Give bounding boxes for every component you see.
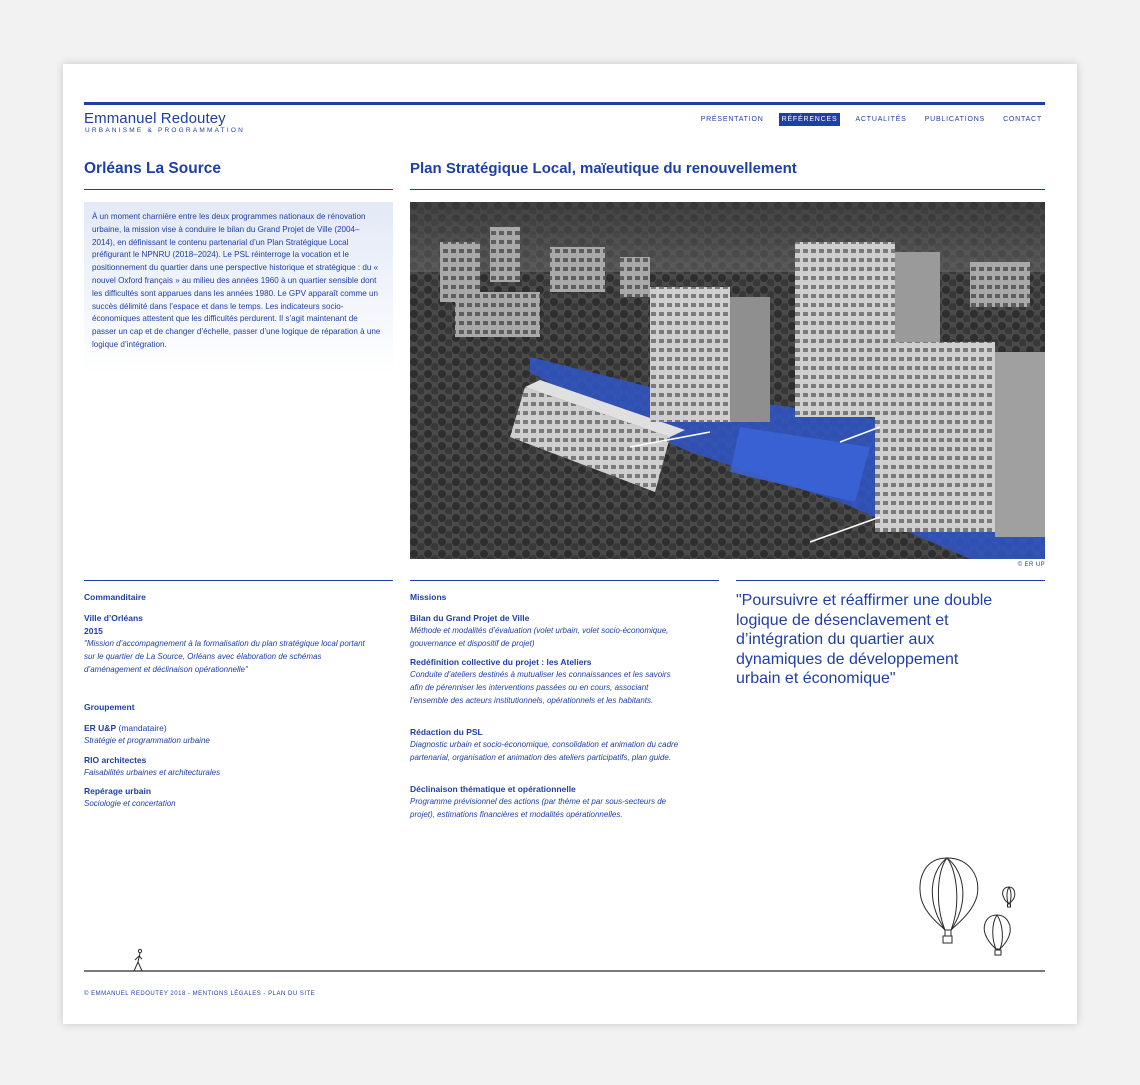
project-place: Orléans La Source — [84, 160, 221, 177]
mission-desc: Diagnostic urbain et socio-économique, consolidation et animation du cadre partenarial, organisation et animation des ateliers participatifs, plan guide. — [410, 740, 679, 762]
divider — [84, 189, 393, 190]
groupement-heading: Groupement — [84, 702, 135, 712]
photo-credit: © ER UP — [1017, 562, 1045, 568]
member-name: ER U&P — [84, 723, 117, 733]
project-year: 2015 — [84, 626, 103, 636]
footer — [84, 991, 315, 997]
divider — [410, 189, 1045, 190]
member-desc: Sociologie et concertation — [84, 799, 176, 808]
member-desc: Faisabilités urbaines et architecturales — [84, 768, 221, 777]
mission-title: Bilan du Grand Projet de Ville — [410, 613, 530, 623]
member-title — [84, 722, 167, 734]
commanditaire-heading: Commanditaire — [84, 592, 146, 602]
nav-actualites[interactable]: ACTUALITÉS — [855, 116, 907, 123]
brand-tagline: URBANISME & PROGRAMMATION — [85, 127, 245, 134]
footer-legal-link[interactable]: MENTIONS LÉGALES — [192, 991, 262, 997]
walking-figure-icon — [134, 949, 142, 971]
pull-quote: "Poursuivre et réaffirmer une double logique de désenclavement et d’intégration du quartier aux dynamiques de développement urbain et économique" — [736, 592, 993, 687]
project-title: Plan Stratégique Local, maïeutique du renouvellement — [410, 160, 797, 177]
member-name: RIO architectes — [84, 755, 147, 765]
aerial-photo-illustration — [410, 202, 1045, 559]
nav-contact[interactable]: CONTACT — [1003, 116, 1042, 123]
project-intro: À un moment charnière entre les deux programmes nationaux de rénovation urbaine, la mission vise à conduire le bilan du Grand Projet de Ville (2004–2014), en définissant le contenu partenarial d’un Plan Stratégique Local préfigurant le NPNRU (2018–2024). Le PSL réinterroge la vocation et le positionnement du quartier dans une perspective historique et stratégique : du « nouvel Oxford français » au milieu des années 1960 à un quartier sensible dont les difficultés sont apparues dans les années 1980. Le GPV apparaît comme un succès délimité dans l’espace et dans le temps. Les indicateurs socio-économiques attestent que les difficultés perdurent. Il s’agit maintenant de passer un cap et de changer d’échelle, passer d’une logique de réparation à une logique d’intégration. — [84, 202, 393, 374]
nav-publications[interactable]: PUBLICATIONS — [924, 116, 986, 123]
project-photo — [410, 202, 1045, 559]
member-role: (mandataire) — [116, 723, 167, 733]
client-description: "Mission d’accompagnement à la formalisation du plan stratégique local portant sur le quartier de La Source, Orléans avec élaboration de schémas d’aménagement et déclinaison opérationnelle" — [84, 639, 365, 674]
header-top-rule — [84, 102, 1045, 105]
footer-sitemap-link[interactable]: PLAN DU SITE — [268, 991, 316, 997]
divider — [736, 580, 1045, 581]
main-nav — [698, 113, 1045, 126]
divider — [84, 580, 393, 581]
footer-separator: - — [185, 991, 193, 997]
footer-separator: - — [261, 991, 269, 997]
member-desc: Stratégie et programmation urbaine — [84, 736, 210, 745]
nav-references[interactable]: RÉFÉRENCES — [779, 113, 841, 126]
mission-desc: Méthode et modalités d’évaluation (volet urbain, volet socio-économique, gouvernance et dispositif de projet) — [410, 626, 669, 648]
client-name: Ville d’Orléans — [84, 613, 143, 623]
brand-name[interactable]: Emmanuel Redoutey — [84, 110, 226, 127]
nav-presentation[interactable]: PRÉSENTATION — [700, 116, 764, 123]
mission-title: Déclinaison thématique et opérationnelle — [410, 784, 576, 794]
divider — [410, 580, 719, 581]
footer-ground-line — [84, 945, 1045, 975]
missions-heading: Missions — [410, 592, 447, 602]
mission-title: Redéfinition collective du projet : les Ateliers — [410, 657, 592, 667]
mission-desc: Programme prévisionnel des actions (par thème et par sous-secteurs de projet), estimations financières et modalités opérationnelles. — [410, 797, 667, 819]
mission-title: Rédaction du PSL — [410, 727, 483, 737]
footer-copyright: © EMMANUEL REDOUTEY 2018 — [84, 991, 186, 997]
mission-desc: Conduite d’ateliers destinés à mutualiser les connaissances et les savoirs afin de pérenniser les interventions passées ou en cours, associant l’ensemble des acteurs institutionnels, opérationnels et les habitants. — [410, 670, 671, 705]
member-name: Repérage urbain — [84, 786, 152, 796]
